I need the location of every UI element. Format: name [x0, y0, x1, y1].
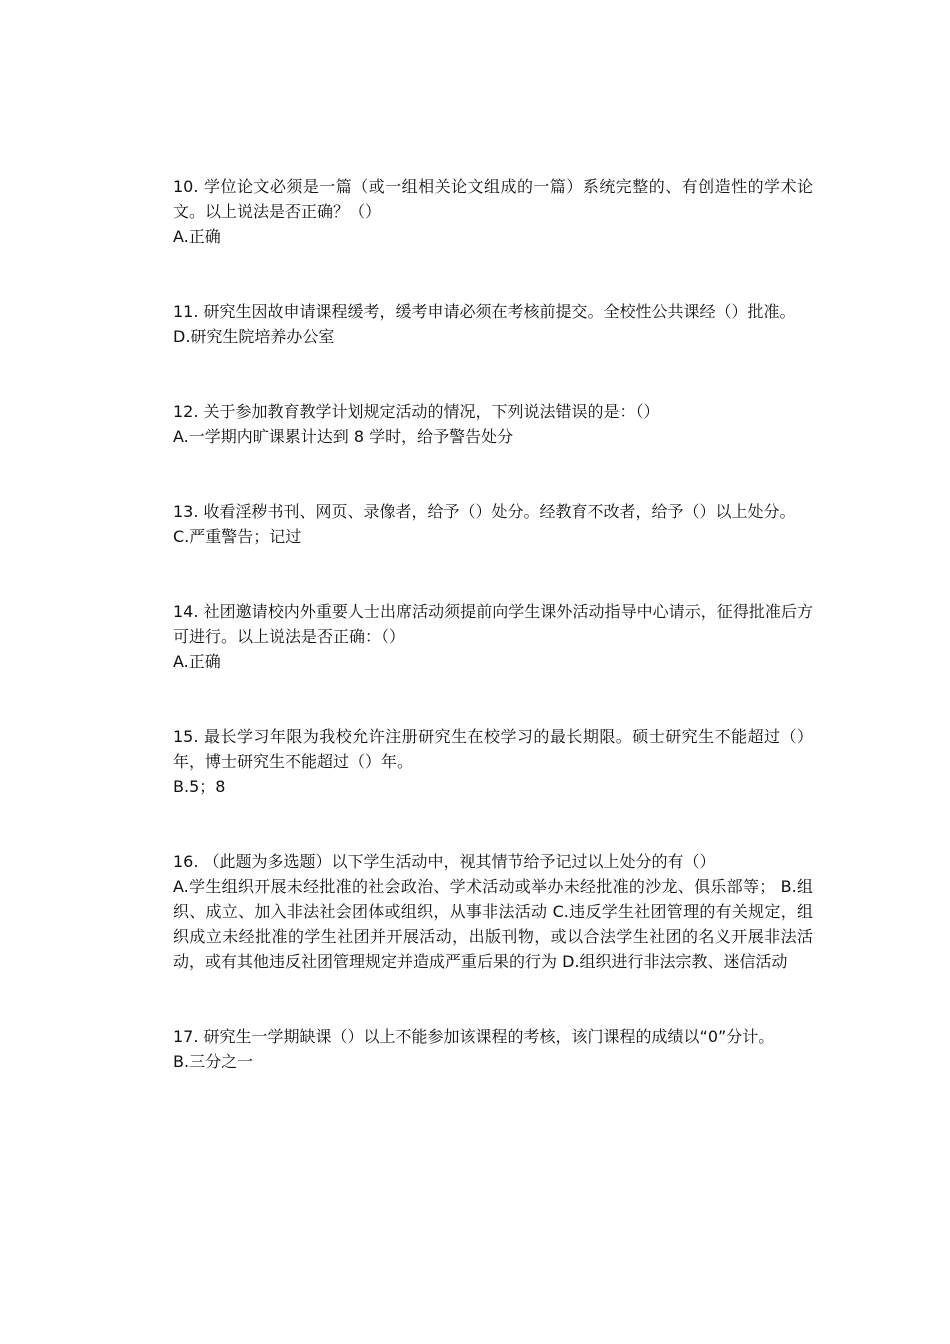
question-text: 10. 学位论文必须是一篇（或一组相关论文组成的一篇）系统完整的、有创造性的学术论文。以上说法是否正确？（） — [173, 177, 813, 221]
question-item-12 — [173, 399, 813, 449]
question-text: 16. （此题为多选题）以下学生活动中，视其情节给予记过以上处分的有（） — [173, 852, 716, 871]
answer-text: A.学生组织开展未经批准的社会政治、学术活动或举办未经批准的沙龙、俱乐部等； B.组织、成立、加入非法社会团体或组织，从事非法活动 C.违反学生社团管理的有关规定，组织成立未经批准的学生社团并开展活动，出版刊物，或以合法学生社团的名义开展非法活动，或有其他违反社团管理规定并造成严重后果的行为 D.组织进行非法宗教、迷信活动 — [173, 877, 813, 971]
question-item-14 — [173, 599, 813, 674]
question-text: 15. 最长学习年限为我校允许注册研究生在校学习的最长期限。硕士研究生不能超过（）年，博士研究生不能超过（）年。 — [173, 727, 813, 771]
question-list — [173, 174, 813, 1124]
answer-text: C.严重警告；记过 — [173, 527, 302, 546]
question-text: 13. 收看淫秽书刊、网页、录像者，给予（）处分。经教育不改者，给予（）以上处分。 — [173, 502, 796, 521]
question-item-17 — [173, 1024, 813, 1074]
answer-text: B.三分之一 — [173, 1052, 254, 1071]
answer-text: A.正确 — [173, 227, 221, 246]
question-text: 11. 研究生因故申请课程缓考，缓考申请必须在考核前提交。全校性公共课经（）批准。 — [173, 302, 796, 321]
question-item-15 — [173, 724, 813, 799]
question-text: 12. 关于参加教育教学计划规定活动的情况，下列说法错误的是：（） — [173, 402, 660, 421]
question-text: 14. 社团邀请校内外重要人士出席活动须提前向学生课外活动指导中心请示，征得批准后方可进行。以上说法是否正确：（） — [173, 602, 813, 646]
question-item-11 — [173, 299, 813, 349]
answer-text: B.5；8 — [173, 777, 226, 796]
question-text: 17. 研究生一学期缺课（）以上不能参加该课程的考核，该门课程的成绩以“0”分计。 — [173, 1027, 775, 1046]
question-item-10 — [173, 174, 813, 249]
answer-text: D.研究生院培养办公室 — [173, 327, 335, 346]
answer-text: A.一学期内旷课累计达到 8 学时，给予警告处分 — [173, 427, 514, 446]
question-item-13 — [173, 499, 813, 549]
question-item-16 — [173, 849, 813, 974]
answer-text: A.正确 — [173, 652, 221, 671]
